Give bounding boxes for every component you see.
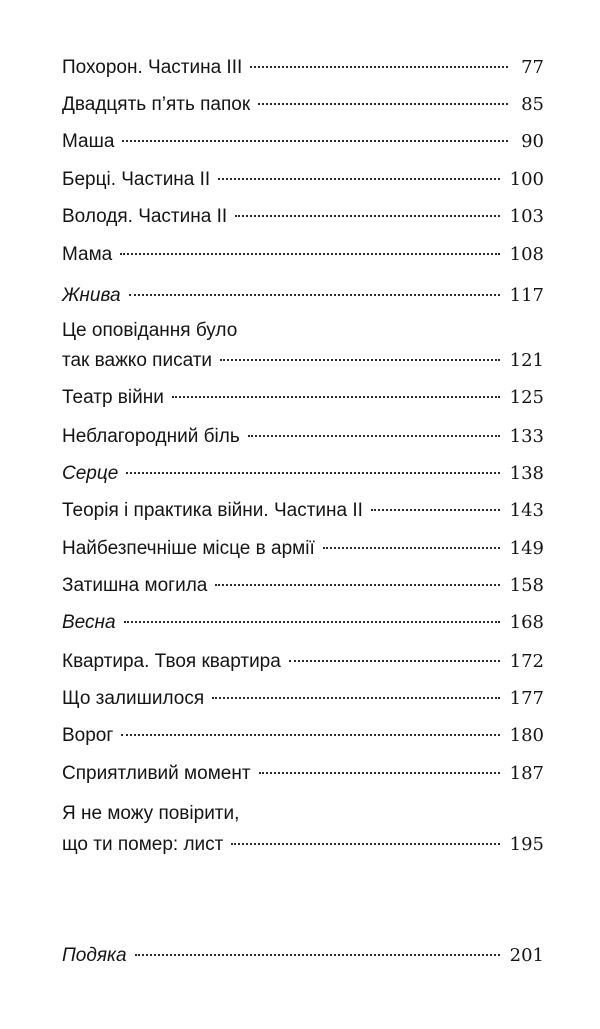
toc-entry-page-number: 85 (521, 94, 544, 115)
dot-leader (250, 66, 508, 68)
toc-entry-line (62, 608, 544, 638)
toc-entry-line (62, 459, 544, 489)
toc-entry-line (62, 383, 544, 413)
toc-entry-line (62, 534, 544, 564)
toc-entry-title: що ти помер: лист (62, 834, 224, 855)
toc-entry-page-number: 77 (521, 57, 544, 78)
toc-entry-page-number: 90 (521, 131, 544, 152)
dot-leader (218, 178, 499, 180)
toc-entry-title: Неблагородний біль (62, 426, 240, 447)
toc-entry (62, 759, 544, 789)
toc-entry-title: Теорія і практика війни. Частина ІІ (62, 500, 363, 521)
toc-entry-line (62, 496, 544, 526)
dot-leader (323, 547, 500, 549)
toc-entry-line (62, 346, 544, 376)
toc-entry (62, 799, 544, 863)
toc-entry (62, 422, 544, 452)
toc-entry (62, 941, 544, 971)
toc-entry (62, 53, 544, 83)
toc-entry (62, 240, 544, 270)
toc-entry-title: Похорон. Частина ІІІ (62, 57, 243, 78)
toc-entry-title: Мама (62, 244, 113, 265)
toc-entry-title: Володя. Частина ІІ (62, 206, 228, 227)
toc-entry-page-number: 177 (509, 688, 544, 709)
dot-leader (126, 472, 499, 474)
toc-entry-title: Сприятливий момент (62, 763, 251, 784)
toc-entry (62, 383, 544, 413)
toc-entry-page-number: 195 (509, 834, 544, 855)
dot-leader (122, 140, 508, 142)
toc-entry-title: Маша (62, 131, 115, 152)
dot-leader (371, 509, 500, 511)
dot-leader (172, 396, 500, 398)
toc-entry-line (62, 571, 544, 601)
dot-leader (248, 435, 500, 437)
toc-entry (62, 647, 544, 677)
toc-entry-title: Двадцять п’ять папок (62, 94, 251, 115)
toc-entry (62, 496, 544, 526)
toc-entry (62, 684, 544, 714)
toc-entry-page-number: 172 (509, 651, 544, 672)
dot-leader (212, 697, 499, 699)
dot-leader (220, 359, 500, 361)
toc-entry (62, 127, 544, 157)
toc-entry-title: Подяка (62, 945, 127, 966)
toc-entry (62, 165, 544, 195)
toc-entry-page-number: 158 (509, 575, 544, 596)
toc-entry-page-number: 138 (509, 463, 544, 484)
toc-entry-page-number: 180 (509, 725, 544, 746)
toc-entry-title: Найбезпечніше місце в армії (62, 538, 315, 559)
toc-entry-page-number: 143 (509, 500, 544, 521)
toc-entry-title-line-1: Я не можу повірити, (62, 803, 240, 824)
toc-entry-title: Берці. Частина ІІ (62, 169, 211, 190)
toc-entry-line (62, 202, 544, 232)
toc-entry (62, 281, 544, 311)
toc-entry-title: Жнива (62, 285, 121, 306)
toc-entry-title-line-1: Це оповідання було (62, 320, 238, 341)
toc-entry-title: Серце (62, 463, 119, 484)
toc-entry-page-number: 121 (509, 350, 544, 371)
toc-entry (62, 316, 544, 380)
toc-entry-line (62, 281, 544, 311)
toc-entry-page-number: 168 (509, 612, 544, 633)
toc-entry (62, 202, 544, 232)
toc-entry-line (62, 165, 544, 195)
toc-entry-line (62, 759, 544, 789)
toc-entry-page-number: 100 (509, 169, 544, 190)
toc-entry-title: так важко писати (62, 350, 213, 371)
toc-entry-line (62, 647, 544, 677)
toc-entry-title: Весна (62, 612, 116, 633)
toc-entry-page-number: 149 (509, 538, 544, 559)
toc-entry-line (62, 127, 544, 157)
toc-entry-page-number: 133 (509, 426, 544, 447)
toc-entry-page-number: 187 (509, 763, 544, 784)
dot-leader (215, 584, 499, 586)
toc-entry-page-number: 201 (509, 945, 544, 966)
toc-entry (62, 608, 544, 638)
toc-entry-title: Ворог (62, 725, 114, 746)
toc-entry-title: Затишна могила (62, 575, 208, 596)
dot-leader (259, 772, 500, 774)
dot-leader (129, 294, 500, 296)
toc-entry-line (62, 422, 544, 452)
dot-leader (231, 843, 499, 845)
toc-entry-line (62, 684, 544, 714)
dot-leader (120, 253, 499, 255)
toc-entry-line (62, 830, 544, 860)
toc-entry (62, 571, 544, 601)
toc-entry-line (62, 721, 544, 751)
toc-entry-page-number: 125 (509, 387, 544, 408)
toc-entry-title: Квартира. Твоя квартира (62, 651, 281, 672)
toc-entry (62, 534, 544, 564)
dot-leader (289, 660, 500, 662)
toc-entry (62, 90, 544, 120)
dot-leader (124, 621, 500, 623)
toc-entry-line (62, 53, 544, 83)
toc-entry-line (62, 240, 544, 270)
toc-entry-title: Що залишилося (62, 688, 205, 709)
dot-leader (258, 103, 508, 105)
table-of-contents (62, 0, 544, 1029)
toc-entry (62, 721, 544, 751)
toc-entry-page-number: 103 (509, 206, 544, 227)
toc-entry (62, 459, 544, 489)
toc-entry-page-number: 117 (509, 285, 544, 306)
dot-leader (135, 954, 500, 956)
toc-entry-line (62, 941, 544, 971)
toc-entry-title: Театр війни (62, 387, 164, 408)
toc-entry-line (62, 90, 544, 120)
dot-leader (121, 734, 499, 736)
dot-leader (235, 215, 499, 217)
toc-entry-page-number: 108 (509, 244, 544, 265)
